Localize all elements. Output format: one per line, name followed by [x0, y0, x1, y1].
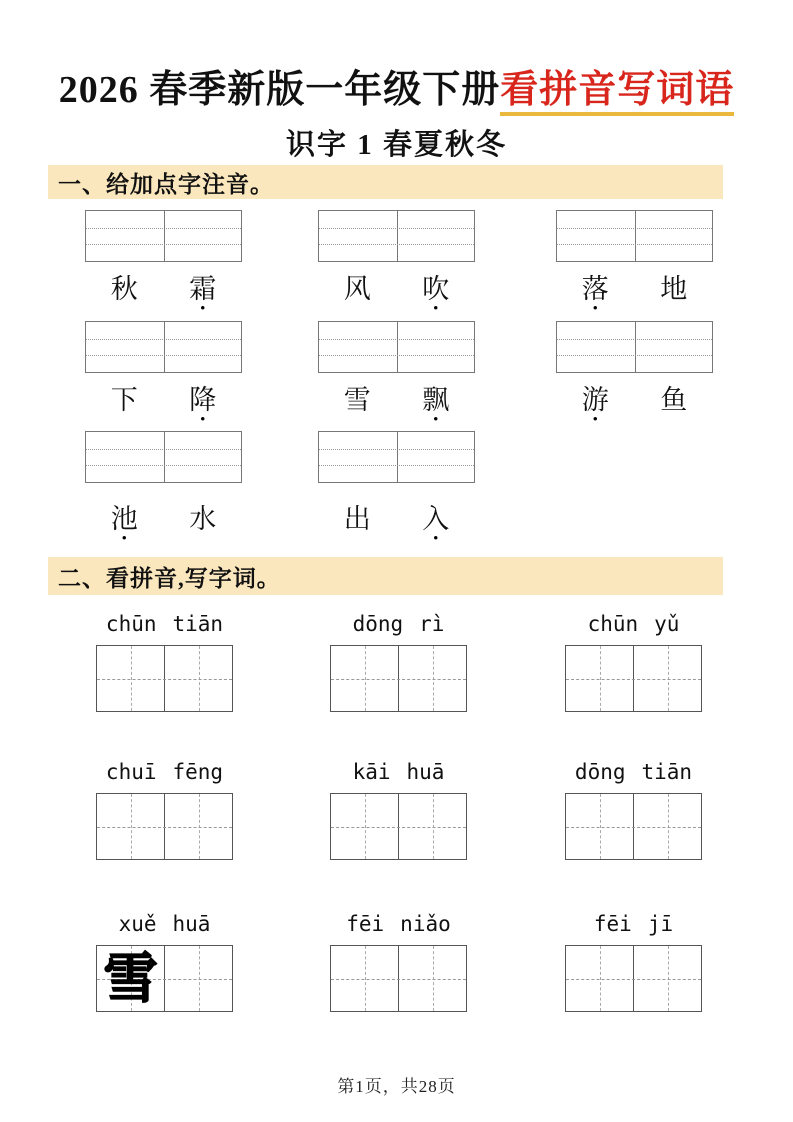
written-answer: 雪	[103, 948, 158, 1009]
emphasis-dot: •	[200, 411, 206, 428]
character-writing-grid	[565, 793, 702, 860]
pinyin-write-item	[565, 912, 702, 1012]
character-cell	[331, 794, 399, 859]
emphasis-dot: •	[433, 530, 439, 547]
emphasis-dot: •	[433, 411, 439, 428]
word-pair	[85, 386, 242, 427]
character-cell	[634, 946, 701, 1011]
character-cell	[634, 794, 701, 859]
pinyin-write-item	[96, 612, 233, 712]
character-cell	[331, 946, 399, 1011]
character-cell	[97, 946, 165, 1011]
word-pair	[556, 275, 713, 316]
word-char: 秋	[110, 274, 138, 304]
pinyin-write-item	[565, 760, 702, 860]
character-writing-grid	[330, 645, 467, 712]
character-cell	[566, 646, 634, 711]
word-pair	[85, 505, 242, 546]
pinyin-write-item	[96, 760, 233, 860]
character-cell	[165, 946, 232, 1011]
pinyin-writing-grid	[85, 210, 242, 262]
annotation-item	[85, 431, 242, 546]
pinyin-label: chūn tiān	[105, 612, 224, 636]
emphasis-dot: •	[433, 300, 439, 317]
word-char: 地	[660, 274, 688, 304]
word-char: 鱼	[660, 385, 688, 415]
annotation-item	[556, 210, 713, 316]
annotation-item	[318, 210, 475, 316]
word-char: 降 •	[189, 385, 217, 428]
grid-divider	[397, 211, 398, 261]
word-char: 出	[343, 504, 371, 534]
word-pair	[85, 275, 242, 316]
pinyin-label: dōng rì	[352, 612, 445, 636]
character-writing-grid	[330, 945, 467, 1012]
character-cell	[97, 646, 165, 711]
pinyin-write-item	[330, 612, 467, 712]
annotation-item	[318, 321, 475, 427]
pinyin-write-item	[96, 912, 233, 1012]
grid-divider	[164, 432, 165, 482]
pinyin-writing-grid	[318, 210, 475, 262]
word-char: 池 •	[110, 504, 138, 547]
emphasis-dot: •	[200, 300, 206, 317]
pinyin-writing-grid	[318, 321, 475, 373]
grid-divider	[635, 322, 636, 372]
title-red-part: 看拼音写词语	[500, 69, 734, 116]
character-cell	[566, 946, 634, 1011]
word-char: 雪	[343, 385, 371, 415]
word-char: 风	[343, 274, 371, 304]
character-cell	[331, 646, 399, 711]
page-title	[0, 58, 793, 113]
word-char: 霜 •	[189, 274, 217, 317]
pinyin-writing-grid	[85, 321, 242, 373]
character-writing-grid	[96, 645, 233, 712]
pinyin-label: chuī fēng	[105, 760, 224, 784]
section1-heading: 一、给加点字注音。	[48, 165, 723, 199]
grid-divider	[164, 211, 165, 261]
character-writing-grid	[96, 945, 233, 1012]
emphasis-dot: •	[592, 411, 598, 428]
pinyin-label: dōng tiān	[574, 760, 693, 784]
pinyin-label: fēi jī	[593, 912, 674, 936]
character-cell	[165, 646, 232, 711]
word-char: 入 •	[422, 504, 450, 547]
annotation-item	[556, 321, 713, 427]
pinyin-writing-grid	[556, 210, 713, 262]
word-char: 水	[189, 504, 217, 534]
pinyin-write-item	[565, 612, 702, 712]
character-writing-grid	[330, 793, 467, 860]
pinyin-label: fēi niǎo	[346, 912, 451, 936]
word-char: 落 •	[581, 274, 609, 317]
character-cell	[566, 794, 634, 859]
section2-heading: 二、看拼音,写字词。	[48, 557, 723, 595]
word-pair	[318, 386, 475, 427]
character-cell	[399, 646, 466, 711]
character-cell	[399, 946, 466, 1011]
word-char: 游 •	[581, 385, 609, 428]
character-writing-grid	[96, 793, 233, 860]
character-cell	[634, 646, 701, 711]
grid-divider	[397, 432, 398, 482]
pinyin-label: xuě huā	[118, 912, 211, 936]
word-pair	[318, 275, 475, 316]
character-cell	[165, 794, 232, 859]
emphasis-dot: •	[121, 530, 127, 547]
character-cell	[399, 794, 466, 859]
grid-divider	[164, 322, 165, 372]
annotation-item	[85, 210, 242, 316]
word-pair	[318, 505, 475, 546]
lesson-subtitle: 识字 1 春夏秋冬	[285, 129, 507, 161]
title-black-part: 2026 春季新版一年级下册	[58, 69, 501, 111]
character-writing-grid	[565, 945, 702, 1012]
page-number: 第1页，共28页	[337, 1077, 456, 1096]
pinyin-write-item	[330, 760, 467, 860]
pinyin-writing-grid	[85, 431, 242, 483]
word-char: 下	[110, 385, 138, 415]
character-writing-grid	[565, 645, 702, 712]
grid-divider	[635, 211, 636, 261]
character-cell	[97, 794, 165, 859]
pinyin-label: kāi huā	[352, 760, 445, 784]
annotation-item	[318, 431, 475, 546]
word-char: 飘 •	[422, 385, 450, 428]
annotation-item	[85, 321, 242, 427]
pinyin-write-item	[330, 912, 467, 1012]
pinyin-writing-grid	[318, 431, 475, 483]
pinyin-label: chūn yǔ	[587, 612, 680, 636]
pinyin-writing-grid	[556, 321, 713, 373]
emphasis-dot: •	[592, 300, 598, 317]
word-char: 吹 •	[422, 274, 450, 317]
grid-divider	[397, 322, 398, 372]
word-pair	[556, 386, 713, 427]
